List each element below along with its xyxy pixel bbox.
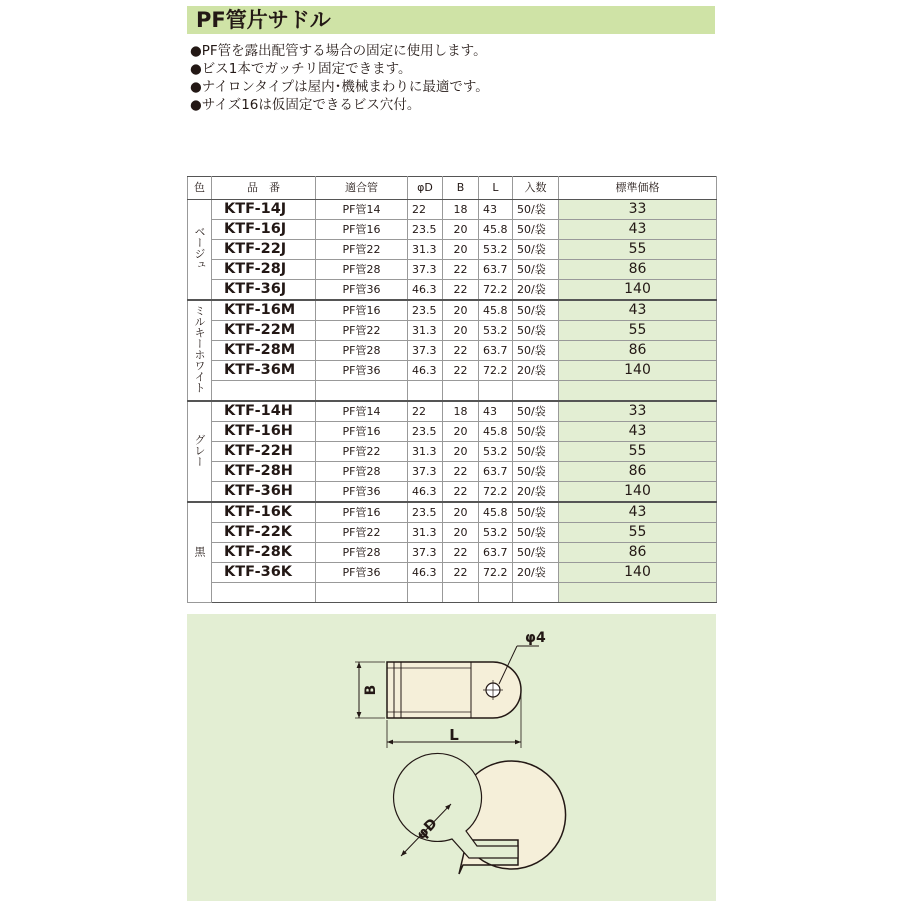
cell-b: 20 <box>443 523 479 543</box>
cell-qty: 50/袋 <box>513 523 559 543</box>
cell-model: KTF-22H <box>212 442 316 462</box>
cell-d: 37.3 <box>408 462 443 482</box>
cell-model: KTF-36J <box>212 280 316 301</box>
table-row <box>188 442 717 462</box>
cell-price: 55 <box>559 442 717 462</box>
cell-l: 53.2 <box>479 442 513 462</box>
cell-conduit: PF管14 <box>316 401 408 422</box>
header-l: L <box>479 177 513 200</box>
feature-item: ● サイズ16は仮固定できるビス穴付。 <box>190 96 489 114</box>
page-title: PF管片サドル <box>196 8 331 32</box>
cell-b: 22 <box>443 361 479 381</box>
cell-d: 31.3 <box>408 240 443 260</box>
cell-price: 33 <box>559 200 717 220</box>
cell-price: 140 <box>559 482 717 503</box>
cell-conduit: PF管36 <box>316 563 408 583</box>
cell-d: 23.5 <box>408 220 443 240</box>
table-row <box>188 543 717 563</box>
cell-conduit: PF管28 <box>316 341 408 361</box>
cell-qty: 50/袋 <box>513 240 559 260</box>
color-name: ベージュ <box>193 226 206 270</box>
cell-d: 46.3 <box>408 361 443 381</box>
feature-item: ● PF管を露出配管する場合の固定に使用します。 <box>190 42 489 60</box>
cell-qty: 50/袋 <box>513 502 559 523</box>
cell-b: 22 <box>443 482 479 503</box>
table-row <box>188 361 717 381</box>
cell-conduit <box>316 583 408 603</box>
cell-l <box>479 381 513 402</box>
cell-l: 45.8 <box>479 422 513 442</box>
cell-b: 20 <box>443 240 479 260</box>
cell-b: 20 <box>443 442 479 462</box>
cell-model: KTF-36K <box>212 563 316 583</box>
table-row <box>188 563 717 583</box>
cell-d: 37.3 <box>408 543 443 563</box>
cell-price: 43 <box>559 502 717 523</box>
table-row <box>188 240 717 260</box>
cell-price: 43 <box>559 220 717 240</box>
cell-qty: 20/袋 <box>513 280 559 301</box>
cell-d <box>408 583 443 603</box>
cell-l: 53.2 <box>479 321 513 341</box>
cell-qty: 50/袋 <box>513 300 559 321</box>
cell-b: 18 <box>443 401 479 422</box>
color-group-label <box>188 200 212 301</box>
cell-l: 45.8 <box>479 220 513 240</box>
cell-qty: 20/袋 <box>513 563 559 583</box>
cell-conduit: PF管16 <box>316 220 408 240</box>
cell-conduit: PF管14 <box>316 200 408 220</box>
header-b: B <box>443 177 479 200</box>
cell-conduit: PF管22 <box>316 442 408 462</box>
cell-price: 86 <box>559 462 717 482</box>
table-row <box>188 321 717 341</box>
cell-qty: 50/袋 <box>513 543 559 563</box>
feature-item: ● ビス1本でガッチリ固定できます。 <box>190 60 489 78</box>
cell-d: 23.5 <box>408 422 443 442</box>
cell-b <box>443 583 479 603</box>
cell-model: KTF-28J <box>212 260 316 280</box>
cell-b: 22 <box>443 543 479 563</box>
table-row <box>188 583 717 603</box>
table-row <box>188 220 717 240</box>
cell-qty: 50/袋 <box>513 442 559 462</box>
cell-model: KTF-14H <box>212 401 316 422</box>
header-price: 標準価格 <box>559 177 717 200</box>
table-row <box>188 482 717 503</box>
spec-table <box>187 176 717 603</box>
cell-conduit <box>316 381 408 402</box>
cell-qty: 50/袋 <box>513 220 559 240</box>
cell-d: 22 <box>408 200 443 220</box>
cell-qty: 50/袋 <box>513 462 559 482</box>
cell-b: 22 <box>443 462 479 482</box>
cell-price: 140 <box>559 280 717 301</box>
cell-model: KTF-22M <box>212 321 316 341</box>
cell-d: 23.5 <box>408 300 443 321</box>
color-group-label <box>188 300 212 401</box>
cell-qty <box>513 381 559 402</box>
cell-model: KTF-22K <box>212 523 316 543</box>
cell-model <box>212 381 316 402</box>
cell-qty <box>513 583 559 603</box>
dimension-diagram <box>187 614 716 901</box>
cell-model: KTF-28M <box>212 341 316 361</box>
cell-model: KTF-16M <box>212 300 316 321</box>
cell-conduit: PF管22 <box>316 321 408 341</box>
cell-l: 63.7 <box>479 462 513 482</box>
cell-d: 31.3 <box>408 523 443 543</box>
table-row <box>188 523 717 543</box>
cell-d: 31.3 <box>408 442 443 462</box>
cell-qty: 50/袋 <box>513 422 559 442</box>
table-header-row <box>188 177 717 200</box>
cell-price: 86 <box>559 543 717 563</box>
header-d: φD <box>408 177 443 200</box>
cell-l: 53.2 <box>479 523 513 543</box>
cell-l: 43 <box>479 200 513 220</box>
cell-b: 18 <box>443 200 479 220</box>
table-row <box>188 401 717 422</box>
cell-b: 20 <box>443 220 479 240</box>
cell-conduit: PF管28 <box>316 543 408 563</box>
cell-conduit: PF管36 <box>316 280 408 301</box>
length-l-label: L <box>449 726 459 744</box>
table-row <box>188 502 717 523</box>
color-group-label <box>188 502 212 603</box>
cell-qty: 50/袋 <box>513 401 559 422</box>
color-name: グレー <box>193 433 206 467</box>
cell-price <box>559 381 717 402</box>
cell-d <box>408 381 443 402</box>
cell-qty: 50/袋 <box>513 260 559 280</box>
cell-l: 53.2 <box>479 240 513 260</box>
cell-d: 23.5 <box>408 502 443 523</box>
cell-b <box>443 381 479 402</box>
cell-l: 72.2 <box>479 280 513 301</box>
cell-conduit: PF管16 <box>316 422 408 442</box>
cell-qty: 20/袋 <box>513 482 559 503</box>
cell-d: 46.3 <box>408 280 443 301</box>
table-row <box>188 300 717 321</box>
header-conduit: 適合管 <box>316 177 408 200</box>
cell-price: 140 <box>559 563 717 583</box>
cell-d: 37.3 <box>408 260 443 280</box>
cell-l: 45.8 <box>479 502 513 523</box>
cell-price: 86 <box>559 341 717 361</box>
cell-conduit: PF管22 <box>316 523 408 543</box>
cell-model: KTF-36H <box>212 482 316 503</box>
cell-l: 43 <box>479 401 513 422</box>
cell-l <box>479 583 513 603</box>
cell-l: 72.2 <box>479 361 513 381</box>
cell-l: 63.7 <box>479 260 513 280</box>
cell-d: 37.3 <box>408 341 443 361</box>
cell-price: 140 <box>559 361 717 381</box>
cell-price: 86 <box>559 260 717 280</box>
table-row <box>188 200 717 220</box>
saddle-side-view <box>394 753 566 874</box>
cell-b: 22 <box>443 280 479 301</box>
color-name: ミルキーホワイト <box>193 305 206 393</box>
cell-conduit: PF管22 <box>316 240 408 260</box>
feature-item: ● ナイロンタイプは屋内･機械まわりに最適です。 <box>190 78 489 96</box>
table-body <box>188 200 717 603</box>
color-name: 黒 <box>193 545 206 557</box>
cell-model: KTF-16H <box>212 422 316 442</box>
header-color: 色 <box>188 177 212 200</box>
diagram-svg <box>187 614 716 901</box>
cell-model: KTF-16K <box>212 502 316 523</box>
cell-price: 43 <box>559 422 717 442</box>
table-row <box>188 462 717 482</box>
cell-price: 43 <box>559 300 717 321</box>
table-row <box>188 280 717 301</box>
cell-l: 63.7 <box>479 543 513 563</box>
diameter-d-label: φD <box>413 815 441 843</box>
cell-conduit: PF管36 <box>316 482 408 503</box>
header-qty: 入数 <box>513 177 559 200</box>
cell-b: 20 <box>443 300 479 321</box>
cell-price: 55 <box>559 321 717 341</box>
table-row <box>188 381 717 402</box>
cell-conduit: PF管16 <box>316 502 408 523</box>
cell-b: 20 <box>443 502 479 523</box>
cell-model: KTF-28K <box>212 543 316 563</box>
hole-diameter-label: φ4 <box>525 630 546 646</box>
cell-model <box>212 583 316 603</box>
feature-list <box>190 42 489 114</box>
cell-price: 33 <box>559 401 717 422</box>
cell-b: 20 <box>443 422 479 442</box>
cell-price <box>559 583 717 603</box>
cell-conduit: PF管28 <box>316 260 408 280</box>
cell-price: 55 <box>559 523 717 543</box>
cell-model: KTF-14J <box>212 200 316 220</box>
table-row <box>188 260 717 280</box>
cell-model: KTF-22J <box>212 240 316 260</box>
cell-b: 22 <box>443 563 479 583</box>
cell-conduit: PF管16 <box>316 300 408 321</box>
cell-b: 22 <box>443 341 479 361</box>
cell-qty: 20/袋 <box>513 361 559 381</box>
header-model: 品 番 <box>212 177 316 200</box>
cell-b: 22 <box>443 260 479 280</box>
cell-qty: 50/袋 <box>513 200 559 220</box>
cell-d: 46.3 <box>408 563 443 583</box>
cell-conduit: PF管36 <box>316 361 408 381</box>
saddle-top-view <box>387 646 539 718</box>
cell-model: KTF-16J <box>212 220 316 240</box>
cell-l: 72.2 <box>479 563 513 583</box>
cell-d: 22 <box>408 401 443 422</box>
cell-l: 63.7 <box>479 341 513 361</box>
cell-b: 20 <box>443 321 479 341</box>
cell-model: KTF-28H <box>212 462 316 482</box>
cell-d: 31.3 <box>408 321 443 341</box>
cell-model: KTF-36M <box>212 361 316 381</box>
width-b-label: B <box>363 684 379 696</box>
table-row <box>188 422 717 442</box>
title-bar <box>187 6 715 34</box>
cell-d: 46.3 <box>408 482 443 503</box>
color-group-label <box>188 401 212 502</box>
cell-qty: 50/袋 <box>513 321 559 341</box>
cell-l: 45.8 <box>479 300 513 321</box>
cell-l: 72.2 <box>479 482 513 503</box>
table-row <box>188 341 717 361</box>
cell-price: 55 <box>559 240 717 260</box>
cell-conduit: PF管28 <box>316 462 408 482</box>
cell-qty: 50/袋 <box>513 341 559 361</box>
